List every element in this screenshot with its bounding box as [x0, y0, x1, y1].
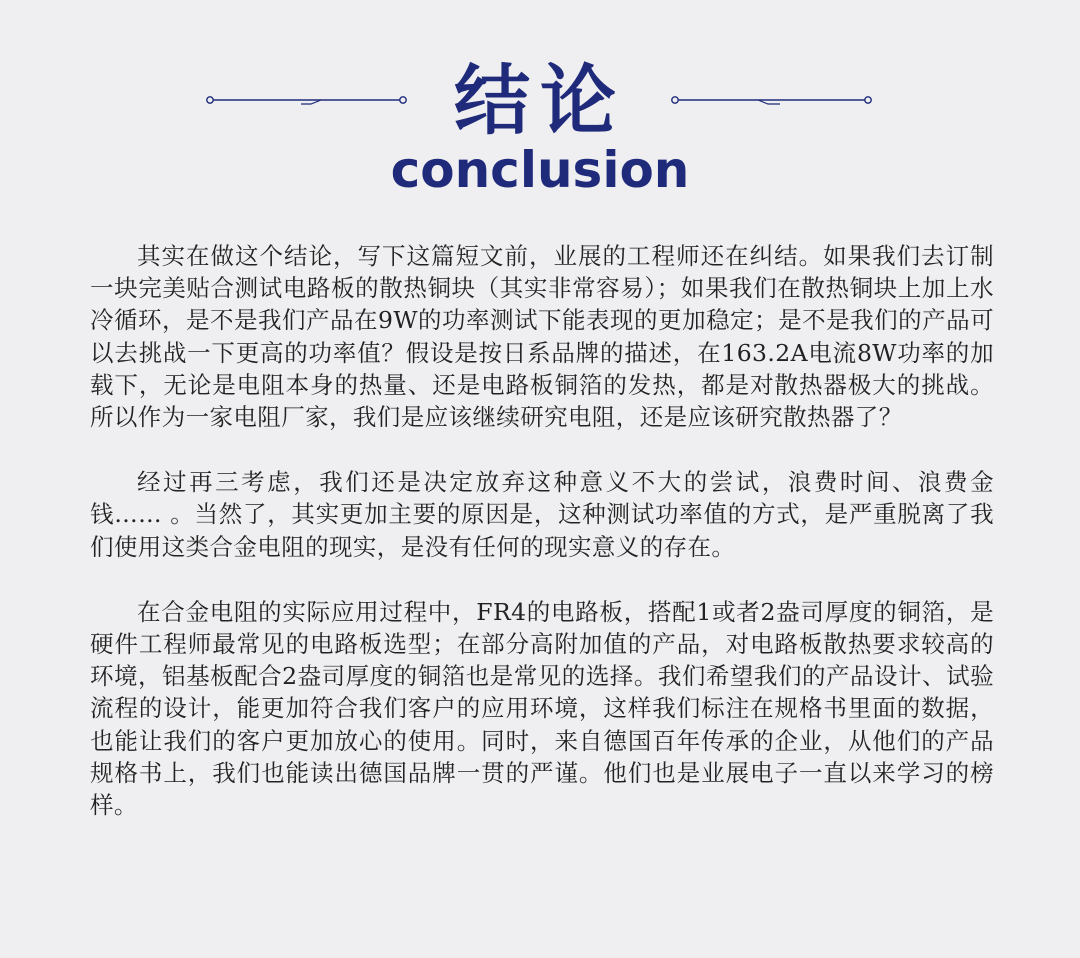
- right-line-ornament: [668, 88, 878, 114]
- conclusion-body: [90, 240, 994, 821]
- paragraph-3: 在合金电阻的实际应用过程中，FR4的电路板，搭配1或者2盎司厚度的铜箔，是硬件工程师最常见的电路板选型；在部分高附加值的产品，对电路板散热要求较高的环境，铝基板配合2盎司厚度的铜箔也是常见的选择。我们希望我们的产品设计、试验流程的设计，能更加符合我们客户的应用环境，这样我们标注在规格书里面的数据，也能让我们的客户更加放心的使用。同时，来自德国百年传承的企业，从他们的产品规格书上，我们也能读出德国品牌一贯的严谨。他们也是业展电子一直以来学习的榜样。: [90, 597, 994, 820]
- page-title: 结论: [454, 56, 626, 145]
- paragraph-2: 经过再三考虑，我们还是决定放弃这种意义不大的尝试，浪费时间、浪费金钱…… 。当然了，其实更加主要的原因是，这种测试功率值的方式，是严重脱离了我们使用这类合金电阻的现实，是没有任何的现实意义的存在。: [90, 468, 994, 561]
- section-header: [0, 0, 1080, 210]
- paragraph-1: 其实在做这个结论，写下这篇短文前，业展的工程师还在纠结。如果我们去订制一块完美贴合测试电路板的散热铜块（其实非常容易）；如果我们在散热铜块上加上水冷循环，是不是我们产品在9W的功率测试下能表现的更加稳定；是不是我们的产品可以去挑战一下更高的功率值？假设是按日系品牌的描述，在163.2A电流8W功率的加载下，无论是电阻本身的热量、还是电路板铜箔的发热，都是对散热器极大的挑战。所以作为一家电阻厂家，我们是应该继续研究电阻，还是应该研究散热器了？: [90, 242, 994, 432]
- page-subtitle: conclusion: [390, 141, 690, 199]
